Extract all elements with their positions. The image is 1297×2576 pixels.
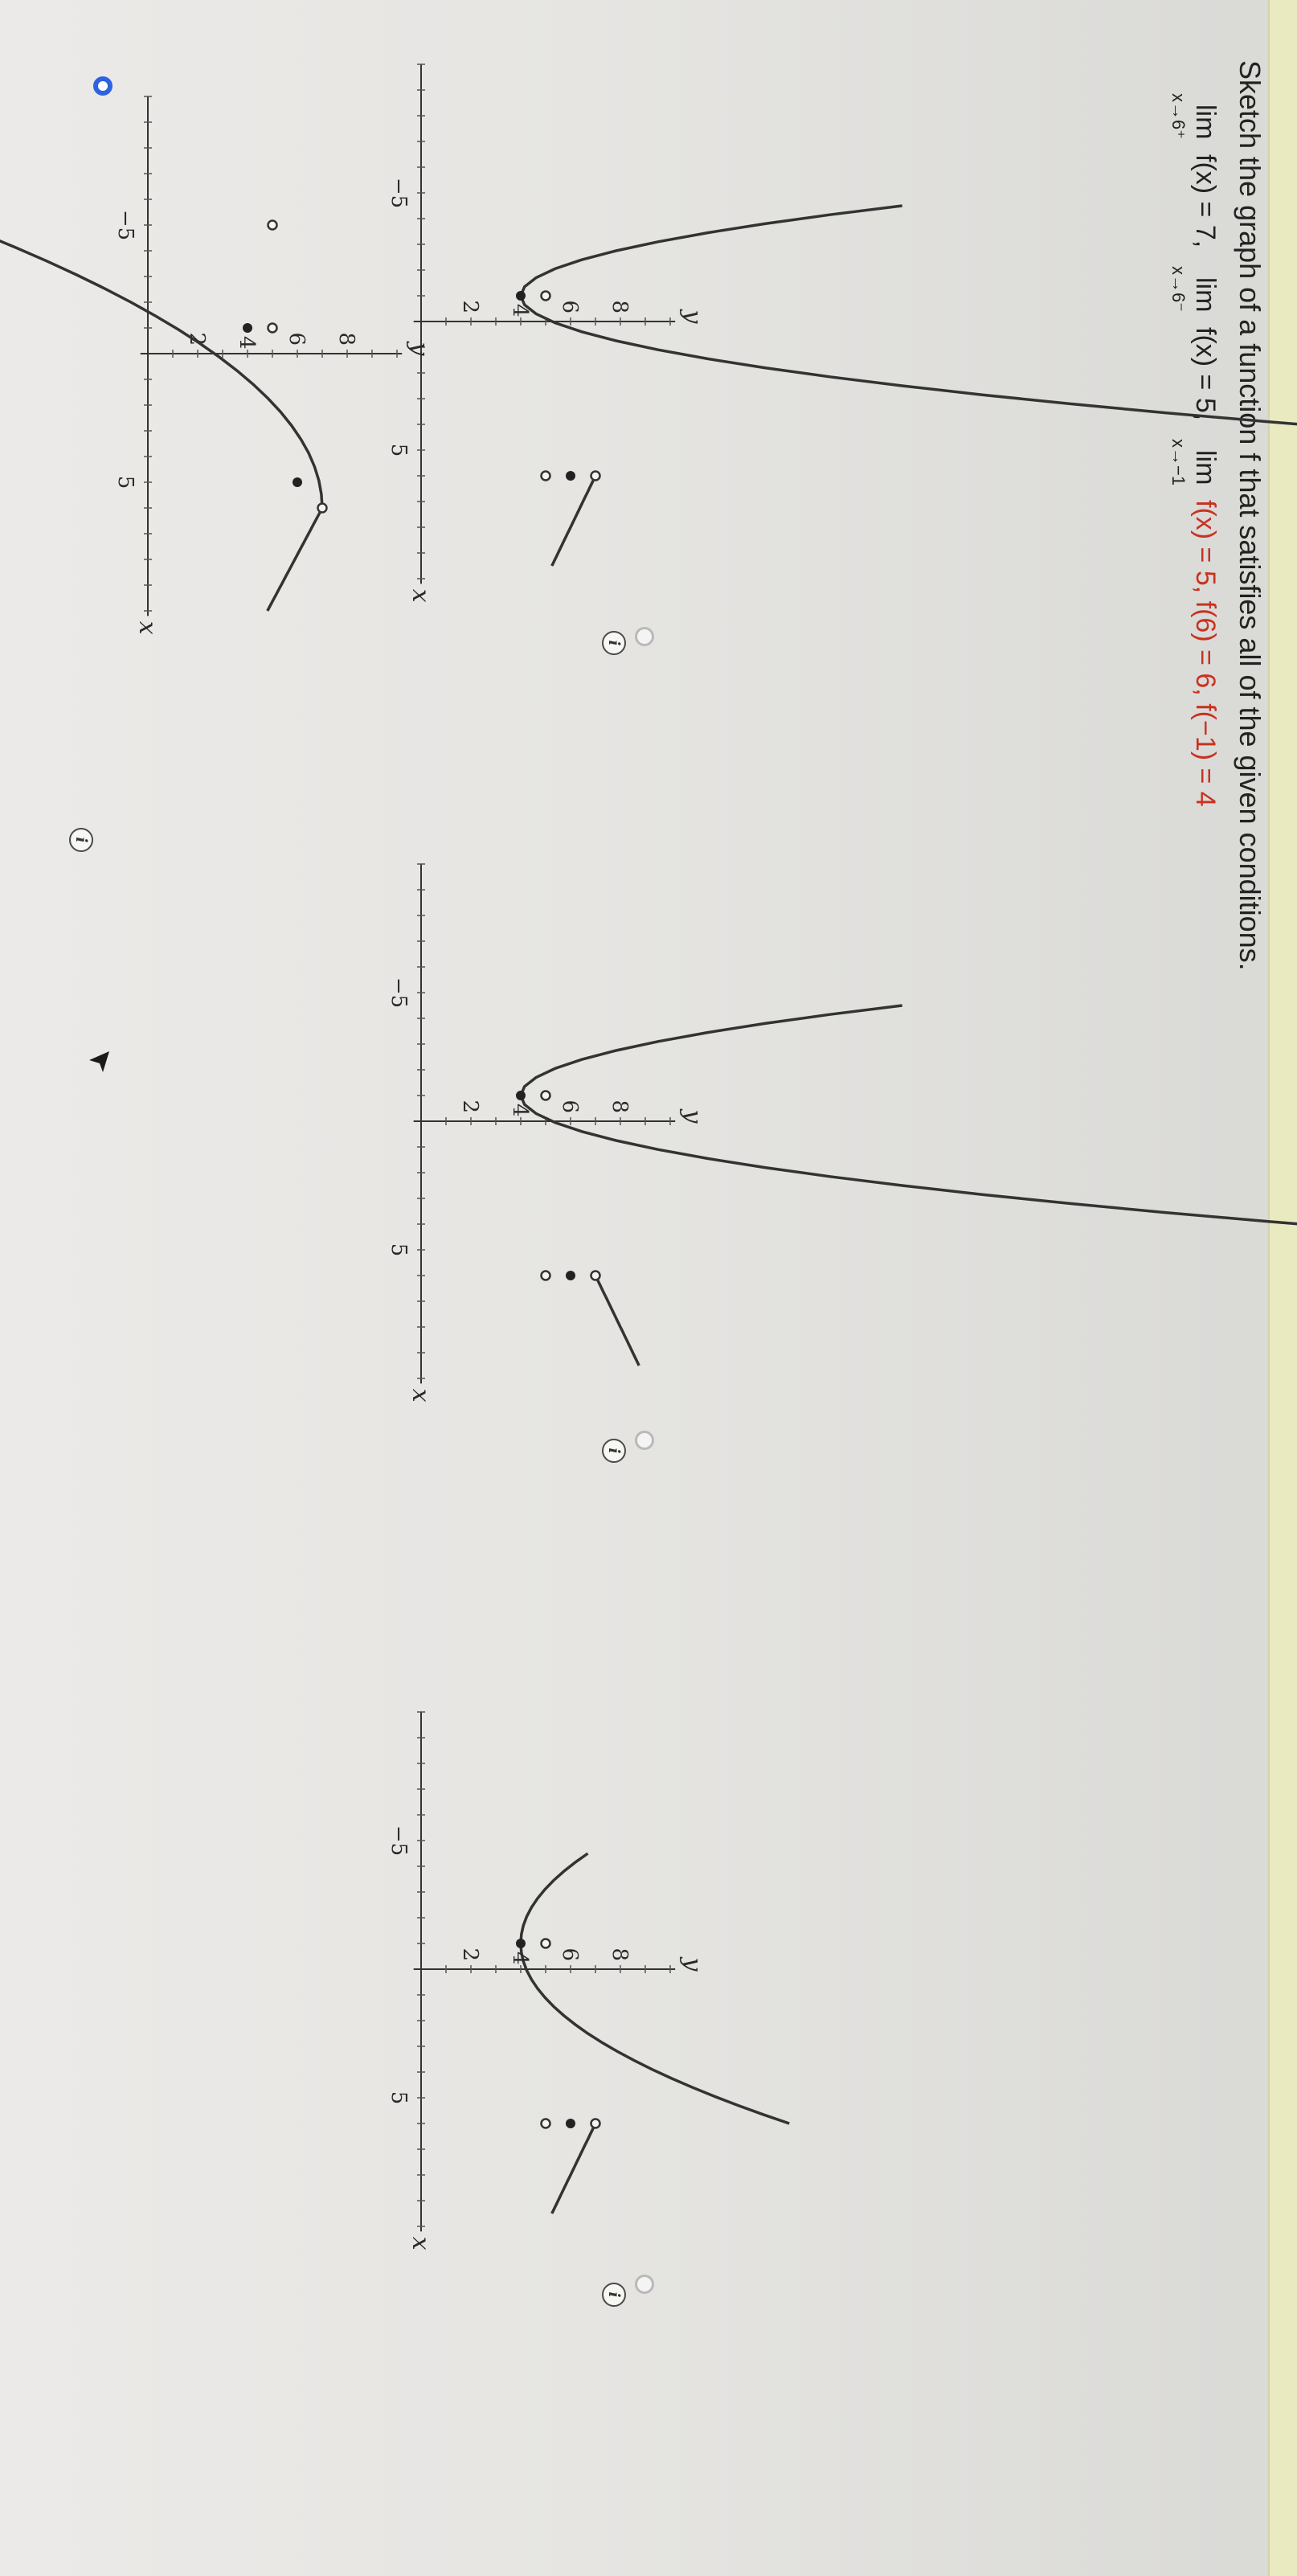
y-tick-label: 8 [334,332,358,346]
limit-word: lim [1190,104,1221,140]
option-b-graph[interactable] [373,864,710,1443]
closed-point [516,291,526,301]
y-tick-label: 2 [458,1947,482,1961]
mouse-cursor-icon [84,1049,112,1076]
y-tick-label: 8 [608,1947,632,1961]
x-axis-label: x [407,2236,435,2250]
open-point [542,1091,550,1100]
open-point [591,1272,600,1280]
y-tick-label: 6 [558,300,582,313]
y-axis-label: y [678,309,707,324]
closed-point [516,1091,526,1100]
y-tick-label: 6 [558,1947,582,1961]
point-label: 4 [508,1951,532,1965]
x-axis-label: x [407,588,435,603]
open-point [542,292,550,301]
option-c-info-icon[interactable]: i [602,2283,626,2307]
closed-point [566,1271,575,1280]
point-label: 4 [235,336,259,350]
limit-1-expression: f(x) = 7, [1190,154,1221,248]
y-tick-label: 6 [284,332,309,346]
option-c-graph[interactable] [373,1712,710,2291]
y-axis-label: y [405,342,434,356]
limit-3 [1168,439,1221,486]
y-tick-label: 8 [608,300,632,313]
y-tick-label: 8 [608,1100,632,1113]
function-curve [521,1853,789,2123]
open-point [591,2119,600,2128]
limit-3-expression: f(x) = 5, f(6) = 6, f(−1) = 4 [1190,500,1221,807]
point-label: 4 [508,1104,532,1117]
limit-subscript: x→−1 [1168,439,1189,486]
function-curve [552,2123,595,2214]
open-point [542,472,550,481]
option-b-info-icon[interactable]: i [602,1439,626,1463]
limit-word: lim [1190,277,1221,313]
open-point [591,472,600,481]
limit-2 [1168,266,1221,313]
open-point [268,324,277,333]
x-tick-label: 5 [113,475,137,489]
y-tick-label: 2 [458,300,482,313]
option-d-radio[interactable] [93,76,113,96]
closed-point [566,471,575,481]
x-tick-label: −5 [387,1824,411,1857]
limit-subscript: x→6⁺ [1168,93,1189,139]
open-point [268,221,277,230]
open-point [542,1272,550,1280]
x-tick-label: −5 [387,977,411,1009]
limit-2-expression: f(x) = 5, [1190,327,1221,421]
x-tick-label: 5 [387,1243,411,1257]
question-text: Sketch the graph of a function f that satisfies all of the given conditions. [1234,60,1266,971]
x-tick-label: −5 [113,209,137,241]
function-curve [595,1276,639,1366]
option-a-info-icon[interactable]: i [602,631,626,655]
option-d-info-icon[interactable]: i [69,828,93,852]
function-curve [552,476,595,566]
option-d-graph[interactable] [100,96,437,675]
x-tick-label: −5 [387,177,411,209]
y-axis-label: y [678,1957,707,1972]
open-point [542,1939,550,1948]
closed-point [516,1939,526,1948]
y-tick-label: 6 [558,1100,582,1113]
limit-1 [1168,93,1221,140]
closed-point [566,2119,575,2128]
closed-point [243,323,252,333]
y-tick-label: 2 [185,332,209,346]
conditions [1132,93,1221,1310]
y-tick-label: 2 [458,1100,482,1113]
x-tick-label: 5 [387,2091,411,2105]
open-point [318,504,327,513]
limit-word: lim [1190,450,1221,485]
y-axis-label: y [678,1109,707,1124]
function-curve [268,508,322,611]
limit-subscript: x→6⁻ [1168,266,1189,312]
x-axis-label: x [133,620,162,635]
open-point [542,2119,550,2128]
function-curve [0,96,322,508]
x-tick-label: 5 [387,443,411,457]
closed-point [293,477,302,487]
x-axis-label: x [407,1388,435,1403]
point-label: 4 [508,304,532,317]
